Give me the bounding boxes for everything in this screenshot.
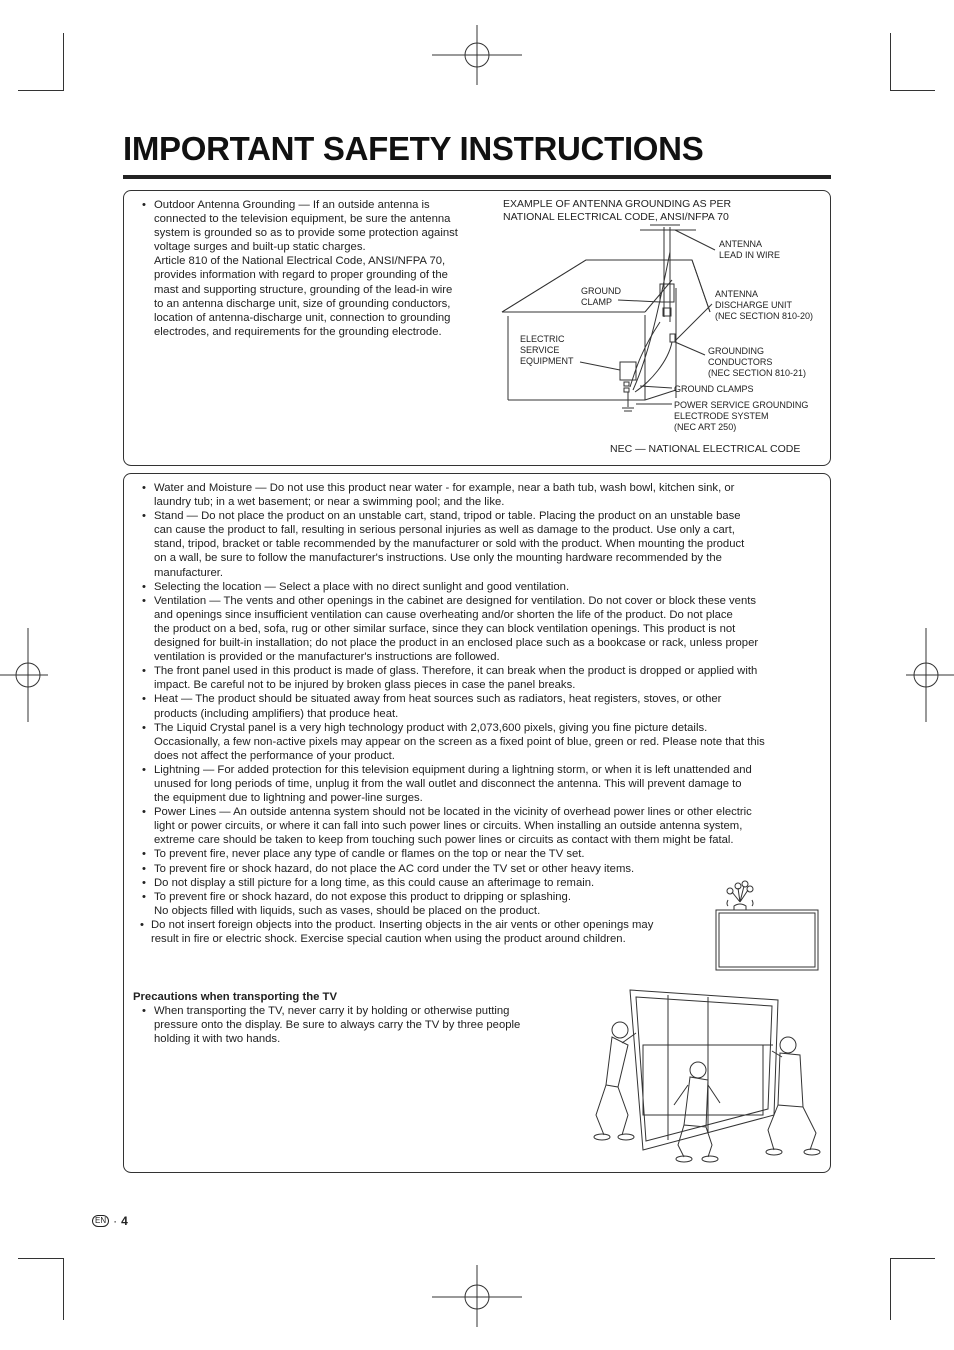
language-badge: EN (92, 1215, 109, 1227)
list-item: • Ventilation — The vents and other openings in the cabinet are designed for ventilation. Do not cover or block these vents and openings since insufficient ventilation can cause overheating and/or shorten the life of the product. Do not place the product on a bed, sofa, rug or other similar surface, since they can block ventilation openings. This product is not designed for built-in installation; do not place the product in an enclosed place such as a bookcase or rack, unless proper ventilation is provided or the manufacturer's instructions are followed. (133, 594, 823, 664)
label-power-service: POWER SERVICE GROUNDING ELECTRODE SYSTEM (NEC ART 250) (674, 400, 809, 432)
list-item: • Power Lines — An outside antenna system should not be located in the vicinity of overhead power lines or other electric light or power circuits, or where it can fall into such power lines or circuits. When installing an outside antenna system, extreme care should be taken to keep from touching such power lines or circuits as contact with them might be fatal. (133, 805, 823, 847)
list-item: • To prevent fire, never place any type of candle or flames on the top or near the TV set. (133, 847, 823, 861)
transport-section (133, 990, 573, 1046)
title-rule (123, 175, 831, 179)
list-item: • The Liquid Crystal panel is a very high technology product with 2,073,600 pixels, giving you fine picture details. Occasionally, a few non-active pixels may appear on the screen as a fixed point of blue, green or red. Please note that this does not affect the performance of your product. (133, 721, 823, 763)
page-separator: · (113, 1214, 118, 1228)
label-ground-clamp: GROUND CLAMP (581, 286, 621, 307)
list-item: • Water and Moisture — Do not use this product near water - for example, near a bath tub, wash bowl, kitchen sink, or laundry tub; in a wet basement; or near a swimming pool; and the like. (133, 481, 823, 509)
list-item: • To prevent fire or shock hazard, do not place the AC cord under the TV set or other heavy items. (133, 862, 823, 876)
page-title: IMPORTANT SAFETY INSTRUCTIONS (123, 130, 704, 167)
label-grounding-conductors: GROUNDING CONDUCTORS (NEC SECTION 810-21) (708, 346, 807, 378)
list-item: • Lightning — For added protection for this television equipment during a lightning storm, or when it is left unattended and unused for long periods of time, unplug it from the wall outlet and disconnect the antenna. This will prevent damage to the equipment due to lightning and power-line surges. (133, 763, 823, 805)
list-item: • When transporting the TV, never carry it by holding or otherwise putting pressure onto the display. Be sure to always carry the TV by three people holding it with two hands. (133, 1004, 573, 1046)
label-antenna-lead: ANTENNA LEAD IN WIRE (719, 239, 781, 260)
list-item: • Do not insert foreign objects into the product. Inserting objects in the air vents or other openings may result in fire or electric shock. Exercise special caution when using the product around children. (133, 918, 823, 946)
label-discharge-unit: ANTENNA DISCHARGE UNIT (NEC SECTION 810-20) (715, 289, 814, 321)
list-item: • Stand — Do not place the product on an unstable cart, stand, tripod or table. Placing the product on an unstable base can cause the product to fall, resulting in serious personal injuries as well as damage to the product. Use only a cart, stand, tripod, bracket or table recommended by the manufacturer or sold with the product. When mounting the product on a wall, be sure to follow the manufacturer's instructions. Use only the mounting hardware recommended by the manufacturer. (133, 509, 823, 579)
list-item: • The front panel used in this product is made of glass. Therefore, it can break when the product is dropped or applied with impact. Be careful not to be injured by broken glass pieces in case the panel breaks. (133, 664, 823, 692)
figure-footnote: NEC — NATIONAL ELECTRICAL CODE (610, 443, 801, 455)
antenna-grounding-text (133, 198, 498, 339)
transport-list (133, 1004, 573, 1046)
list-item: • To prevent fire or shock hazard, do not expose this product to dripping or splashing. No objects filled with liquids, such as vases, should be placed on the product. (133, 890, 823, 918)
figure-title: EXAMPLE OF ANTENNA GROUNDING AS PER NATIONAL ELECTRICAL CODE, ANSI/NFPA 70 (503, 198, 732, 223)
page-number (92, 1214, 128, 1228)
label-electric-service: ELECTRIC SERVICE EQUIPMENT (520, 334, 574, 366)
safety-instructions-list (133, 481, 823, 946)
tv-with-vase-illustration (710, 880, 825, 975)
page-number-value: 4 (121, 1214, 128, 1228)
transport-heading: Precautions when transporting the TV (133, 991, 337, 1003)
list-item: • Outdoor Antenna Grounding — If an outside antenna is connected to the television equipment, be sure the antenna system is grounded so as to provide some protection against voltage surges and built-up static charges. Article 810 of the National Electrical Code, ANSI/NFPA 70, provides information with regard to proper grounding of the mast and supporting structure, grounding of the lead-in wire to an antenna discharge unit, size of grounding conductors, location of antenna-discharge unit, connection to grounding electrodes, and requirements for the grounding electrode. (133, 198, 498, 339)
list-item: • Selecting the location — Select a place with no direct sunlight and good ventilation. (133, 580, 823, 594)
label-ground-clamps: GROUND CLAMPS (674, 384, 754, 394)
list-item: • Do not display a still picture for a long time, as this could cause an afterimage to remain. (133, 876, 823, 890)
list-item: • Heat — The product should be situated away from heat sources such as radiators, heat registers, stoves, or other products (including amplifiers) that produce heat. (133, 692, 823, 720)
tv-carrying-illustration (588, 985, 828, 1165)
